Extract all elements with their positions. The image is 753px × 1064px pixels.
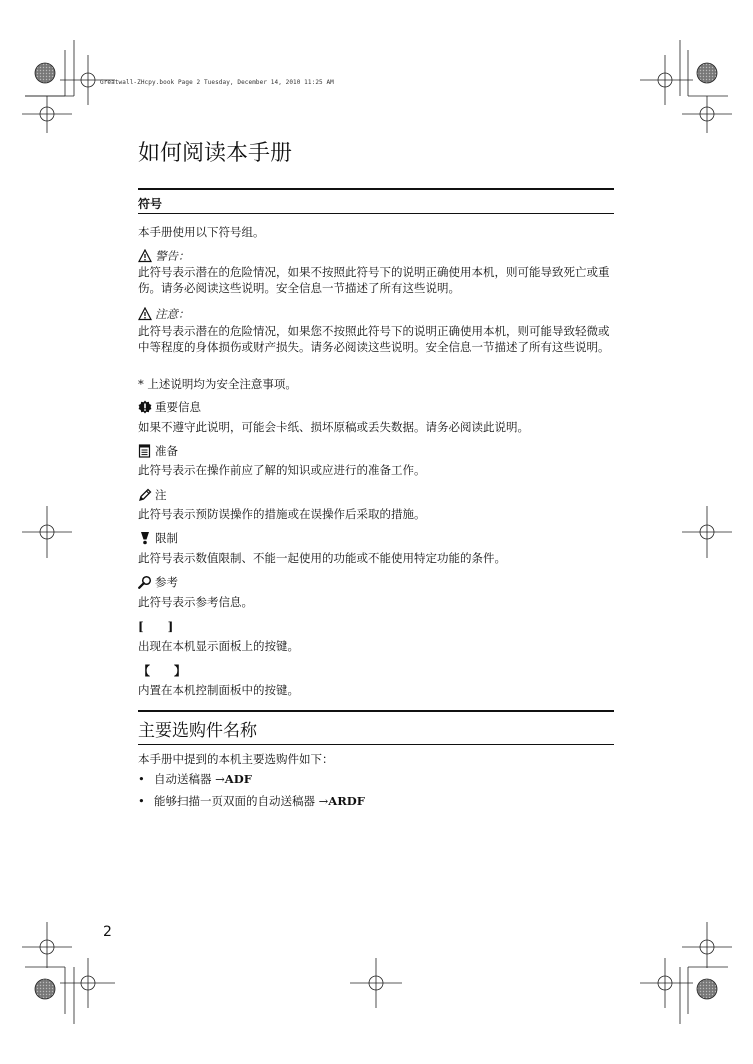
section-heading-options: 主要选购件名称 [138,721,257,741]
note-pencil-icon [138,488,152,502]
important-text: 如果不遵守此说明，可能会卡纸、损坏原稿或丢失数据。请务必阅读此说明。 [138,420,529,434]
bullet-dot: • [138,794,145,808]
list-item [138,793,365,809]
option-abbr: ARDF [328,794,365,808]
option-text: 自动送稿器 → [154,772,225,786]
warning-label-row [138,248,190,264]
reference-text: 此符号表示参考信息。 [138,595,253,609]
limitation-label-row [138,530,178,546]
caution-label-row [138,306,190,322]
caution-label: 注意： [155,307,190,321]
reference-label: 参考 [155,575,178,589]
note-text: 此符号表示预防误操作的措施或在误操作后采取的措施。 [138,507,426,521]
option-abbr: ADF [224,772,252,786]
bullet-dot: • [138,772,145,786]
page-title: 如何阅读本手册 [138,141,293,166]
display-key-brackets: [ ] [138,620,174,634]
section-heading-symbols: 符号 [138,197,163,211]
safety-footnote: * 上述说明均为安全注意事项。 [138,377,297,391]
warning-triangle-icon [138,249,152,263]
limitation-text: 此符号表示数值限制、不能一起使用的功能或不能使用特定功能的条件。 [138,551,506,565]
warning-text: 此符号表示潜在的危险情况，如果不按照此符号下的说明正确使用本机，则可能导致死亡或重伤。请务必阅读这些说明。安全信息一节描述了所有这些说明。 [138,265,610,295]
limitation-icon [138,531,152,545]
caution-triangle-icon [138,307,152,321]
note-label: 注 [155,488,167,502]
option-text: 能够扫描一页双面的自动送稿器 → [154,794,329,808]
preparation-label: 准备 [155,444,178,458]
reference-magnifier-icon [138,575,152,589]
options-intro: 本手册中提到的本机主要选购件如下： [138,752,334,766]
page-number: 2 [103,924,112,940]
options-top-rule [138,710,614,712]
list-item [138,771,252,787]
important-icon [138,400,152,414]
file-header-line: Greatwall-ZHcpy.book Page 2 Tuesday, December 14, 2010 11:25 AM [100,79,334,86]
important-label-row [138,399,201,415]
options-bottom-rule [138,744,614,745]
warning-label: 警告： [155,249,190,263]
note-label-row [138,487,167,503]
panel-key-brackets: 【 】 [138,664,187,678]
section-bottom-rule [138,213,614,214]
preparation-label-row [138,443,178,459]
preparation-icon [138,444,152,458]
limitation-label: 限制 [155,531,178,545]
important-label: 重要信息 [155,400,201,414]
symbols-intro: 本手册使用以下符号组。 [138,225,265,239]
section-top-rule [138,188,614,190]
reference-label-row [138,574,178,590]
panel-key-text: 内置在本机控制面板中的按键。 [138,683,299,697]
display-key-text: 出现在本机显示面板上的按键。 [138,639,299,653]
caution-text: 此符号表示潜在的危险情况，如果您不按照此符号下的说明正确使用本机，则可能导致轻微或中等程度的身体损伤或财产损失。请务必阅读这些说明。安全信息一节描述了所有这些说明。 [138,324,610,354]
preparation-text: 此符号表示在操作前应了解的知识或应进行的准备工作。 [138,463,426,477]
